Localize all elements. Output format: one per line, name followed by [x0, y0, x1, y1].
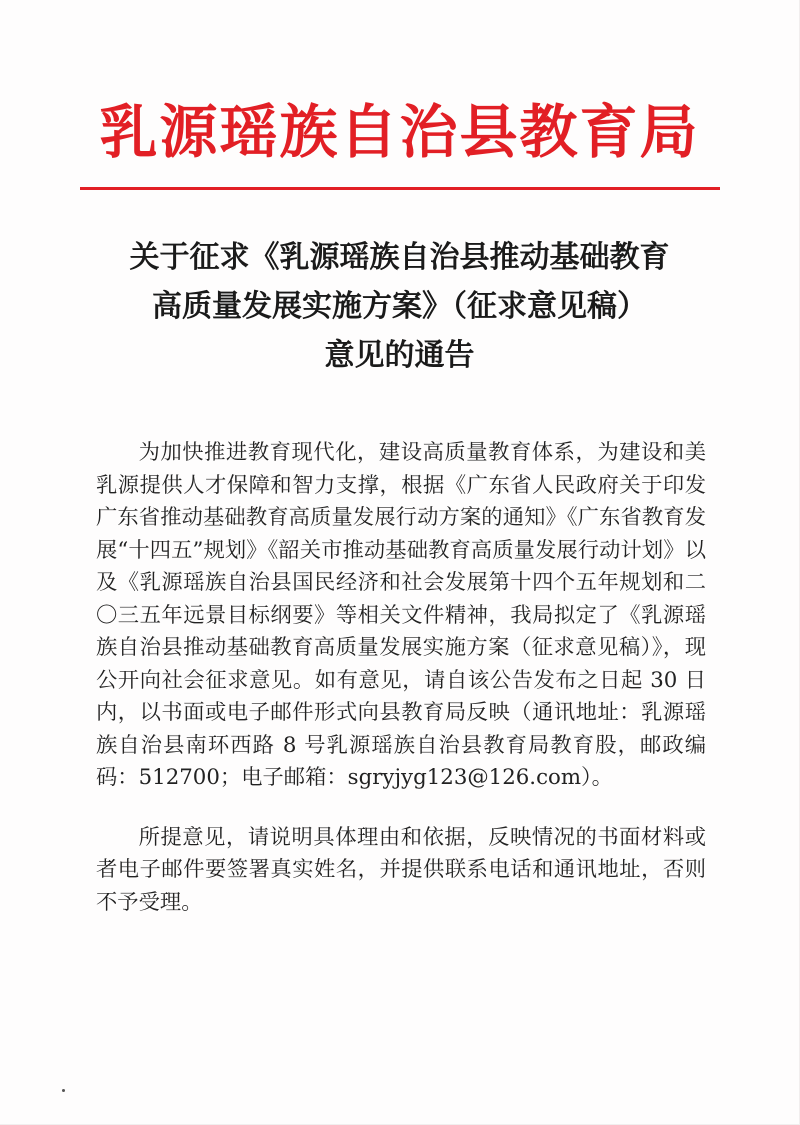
letterhead-org-name: 乳源瑶族自治县教育局	[99, 98, 700, 166]
body-paragraph-1: 为加快推进教育现代化，建设高质量教育体系，为建设和美乳源提供人才保障和智力支撑，根据《广东省人民政府关于印发广东省推动基础教育高质量发展行动方案的通知》《广东省教育发展“十四五”规划》《韶关市推动基础教育高质量发展行动计划》以及《乳源瑶族自治县国民经济和社会发展第十四个五年规划和二〇三五年远景目标纲要》等相关文件精神，我局拟定了《乳源瑶族自治县推动基础教育高质量发展实施方案（征求意见稿）》，现公开向社会征求意见。如有意见，请自该公告发布之日起 30 日内，以书面或电子邮件形式向县教育局反映（通讯地址：乳源瑶族自治县南环西路 8 号乳源瑶族自治县教育局教育股，邮政编码：512700；电子邮箱：sgryjyg123@126.com）。	[96, 440, 706, 790]
letterhead-red-rule	[80, 187, 720, 190]
notice-body	[96, 437, 706, 919]
body-paragraph-2: 所提意见，请说明具体理由和依据，反映情况的书面材料或者电子邮件要签署真实姓名，并提供联系电话和通讯地址，否则不予受理。	[96, 824, 706, 915]
notice-title	[60, 233, 739, 380]
scan-speck	[62, 1089, 65, 1092]
notice-title-line-2: 高质量发展实施方案》（征求意见稿）	[152, 289, 647, 324]
notice-title-line-1: 关于征求《乳源瑶族自治县推动基础教育	[129, 240, 670, 275]
notice-title-line-3: 意见的通告	[324, 338, 475, 373]
